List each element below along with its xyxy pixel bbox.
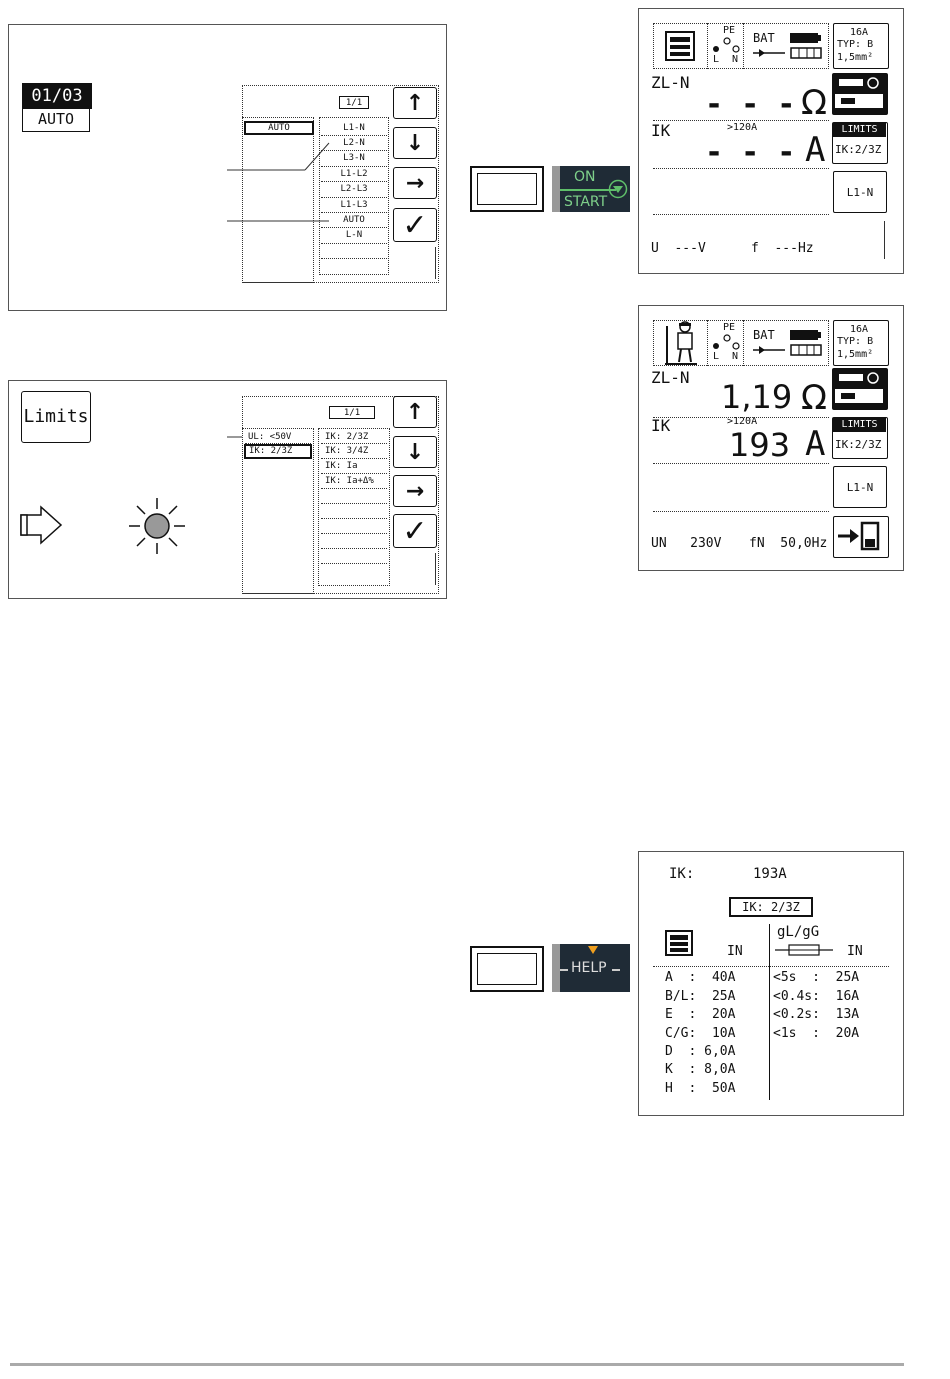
ik-unit: A [805, 130, 826, 170]
table-row: D : 6,0A [665, 1044, 736, 1059]
on-text: ON [574, 169, 596, 185]
save-button[interactable] [833, 516, 889, 558]
arrow-up-icon: ↑ [405, 399, 425, 425]
rcd-device-icon [663, 928, 695, 958]
list-item[interactable]: L2-N [343, 138, 365, 148]
ik-label: IK [651, 416, 671, 435]
limits-button[interactable]: Limits [21, 391, 91, 443]
help-display [638, 851, 904, 1116]
probe-icon [751, 46, 827, 60]
ik-label: IK: [669, 866, 695, 882]
test-counter: 01/03 [22, 83, 92, 109]
ik-range: >120A [727, 416, 758, 427]
arrow-right-icon: → [405, 170, 425, 196]
column-in-right: IN [847, 944, 863, 959]
probe-mode-icon [833, 369, 885, 407]
table-row: C/G: 10A [665, 1026, 736, 1041]
down-arrow-button[interactable] [393, 436, 437, 468]
down-arrow-button[interactable] [393, 127, 437, 159]
page-indicator: 1/1 [339, 96, 369, 109]
arrow-down-icon: ↓ [405, 439, 425, 465]
checkmark-icon: ✓ [402, 207, 428, 243]
panel-phase-select [8, 24, 447, 311]
checkmark-icon: ✓ [402, 513, 428, 549]
limits-button[interactable]: LIMITS IK:2/3Z [832, 122, 888, 164]
voltage-status: UN 230V [651, 536, 722, 551]
rcd-device-icon [663, 29, 697, 63]
ik-unit: A [805, 424, 826, 464]
start-text: START [564, 194, 608, 210]
phase-button[interactable]: L1-N [833, 466, 887, 508]
confirm-button[interactable] [393, 514, 437, 548]
right-arrow-button[interactable] [393, 475, 437, 507]
display-before-measurement: PE L N BAT 16A TYP: B 1,5mm² ZL-N - - - Ω IK >120A - - - A LIMITS IK:2/3Z L1-N U ---V f ---Hz [638, 8, 904, 274]
start-key[interactable] [470, 166, 544, 212]
fuse-info[interactable]: 16A TYP: B 1,5mm² [833, 23, 889, 69]
confirm-button[interactable] [393, 208, 437, 242]
probe-mode-button[interactable] [832, 73, 888, 115]
battery-icon [789, 329, 823, 341]
table-row: <5s : 25A [773, 970, 860, 985]
connection-icon [711, 332, 741, 352]
person-touch-icon [661, 320, 701, 366]
ik-value: 193 [729, 426, 791, 464]
arrow-up-icon: ↑ [405, 90, 425, 116]
fuse-type: gL/gG [777, 924, 820, 940]
frequency-status: f ---Hz [751, 241, 814, 256]
z-unit: Ω [801, 83, 827, 123]
table-row: K : 8,0A [665, 1062, 736, 1077]
z-label: ZL-N [651, 73, 690, 92]
phase-button[interactable]: L1-N [833, 171, 887, 213]
z-value: 1,19 [721, 378, 793, 416]
fuse-icon [775, 944, 833, 956]
z-unit: Ω [801, 378, 827, 418]
list-item[interactable]: IK: Ia+Δ% [325, 476, 374, 486]
voltage-status: U ---V [651, 241, 706, 256]
selected-limit[interactable]: IK: 2/3Z [244, 444, 312, 459]
z-value: - - - [705, 87, 796, 122]
list-item[interactable]: L3-N [343, 153, 365, 163]
frequency-status: fN 50,0Hz [749, 536, 828, 551]
table-row: E : 20A [665, 1007, 736, 1022]
arrow-right-icon: → [405, 478, 425, 504]
probe-icon [751, 343, 827, 357]
start-arrow-icon [608, 179, 628, 199]
voltage-limit[interactable]: UL: <50V [248, 432, 292, 442]
page-indicator: 1/1 [329, 406, 375, 419]
help-text: HELP [571, 960, 607, 976]
list-item[interactable]: L1-N [343, 123, 365, 133]
table-row: H : 50A [665, 1081, 736, 1096]
ik-label: IK [651, 121, 671, 140]
up-arrow-button[interactable] [393, 87, 437, 119]
help-key[interactable] [470, 946, 544, 992]
probe-mode-icon [833, 74, 885, 112]
selected-column [242, 117, 314, 283]
mode-label: AUTO [22, 108, 90, 132]
selected-value[interactable]: AUTO [244, 121, 314, 135]
list-item[interactable]: IK: 2/3Z [325, 432, 369, 442]
help-label [552, 944, 630, 992]
list-item[interactable]: IK: 3/4Z [325, 446, 369, 456]
probe-mode-button[interactable] [832, 368, 888, 410]
list-item[interactable]: L1-L3 [340, 200, 368, 210]
table-row: <1s : 20A [773, 1026, 860, 1041]
list-item[interactable]: L-N [345, 230, 363, 240]
right-arrow-button[interactable] [393, 167, 437, 199]
table-row: A : 40A [665, 970, 736, 985]
up-arrow-button[interactable] [393, 396, 437, 428]
z-label: ZL-N [651, 368, 690, 387]
table-row: B/L: 25A [665, 989, 736, 1004]
ik-range: >120A [727, 122, 758, 133]
ik-setting: IK: 2/3Z [729, 897, 813, 917]
list-item[interactable]: AUTO [343, 215, 365, 225]
column-in-left: IN [727, 944, 743, 959]
limits-button[interactable]: LIMITS IK:2/3Z [832, 417, 888, 459]
panel-limits [8, 380, 447, 599]
list-item[interactable]: IK: Ia [325, 461, 358, 471]
ik-value: - - - [705, 135, 796, 170]
list-item[interactable]: L1-L2 [340, 169, 368, 179]
fuse-info[interactable]: 16A TYP: B 1,5mm² [833, 320, 889, 366]
display-after-measurement: PE L N BAT 16A TYP: B 1,5mm² ZL-N 1,19 Ω IK >120A 193 A LIMITS IK:2/3Z L1-N UN 230V fN 50,0Hz [638, 305, 904, 571]
table-row: <0.4s: 16A [773, 989, 860, 1004]
connection-icon [711, 35, 741, 55]
down-triangle-icon [588, 946, 598, 954]
battery-icon [789, 32, 823, 44]
save-icon [834, 517, 886, 555]
ik-value: 193A [753, 866, 787, 882]
arrow-down-icon: ↓ [405, 130, 425, 156]
list-item[interactable]: L2-L3 [340, 184, 368, 194]
footer-rule [10, 1363, 904, 1366]
on-start-label [552, 166, 630, 212]
table-row: <0.2s: 13A [773, 1007, 860, 1022]
